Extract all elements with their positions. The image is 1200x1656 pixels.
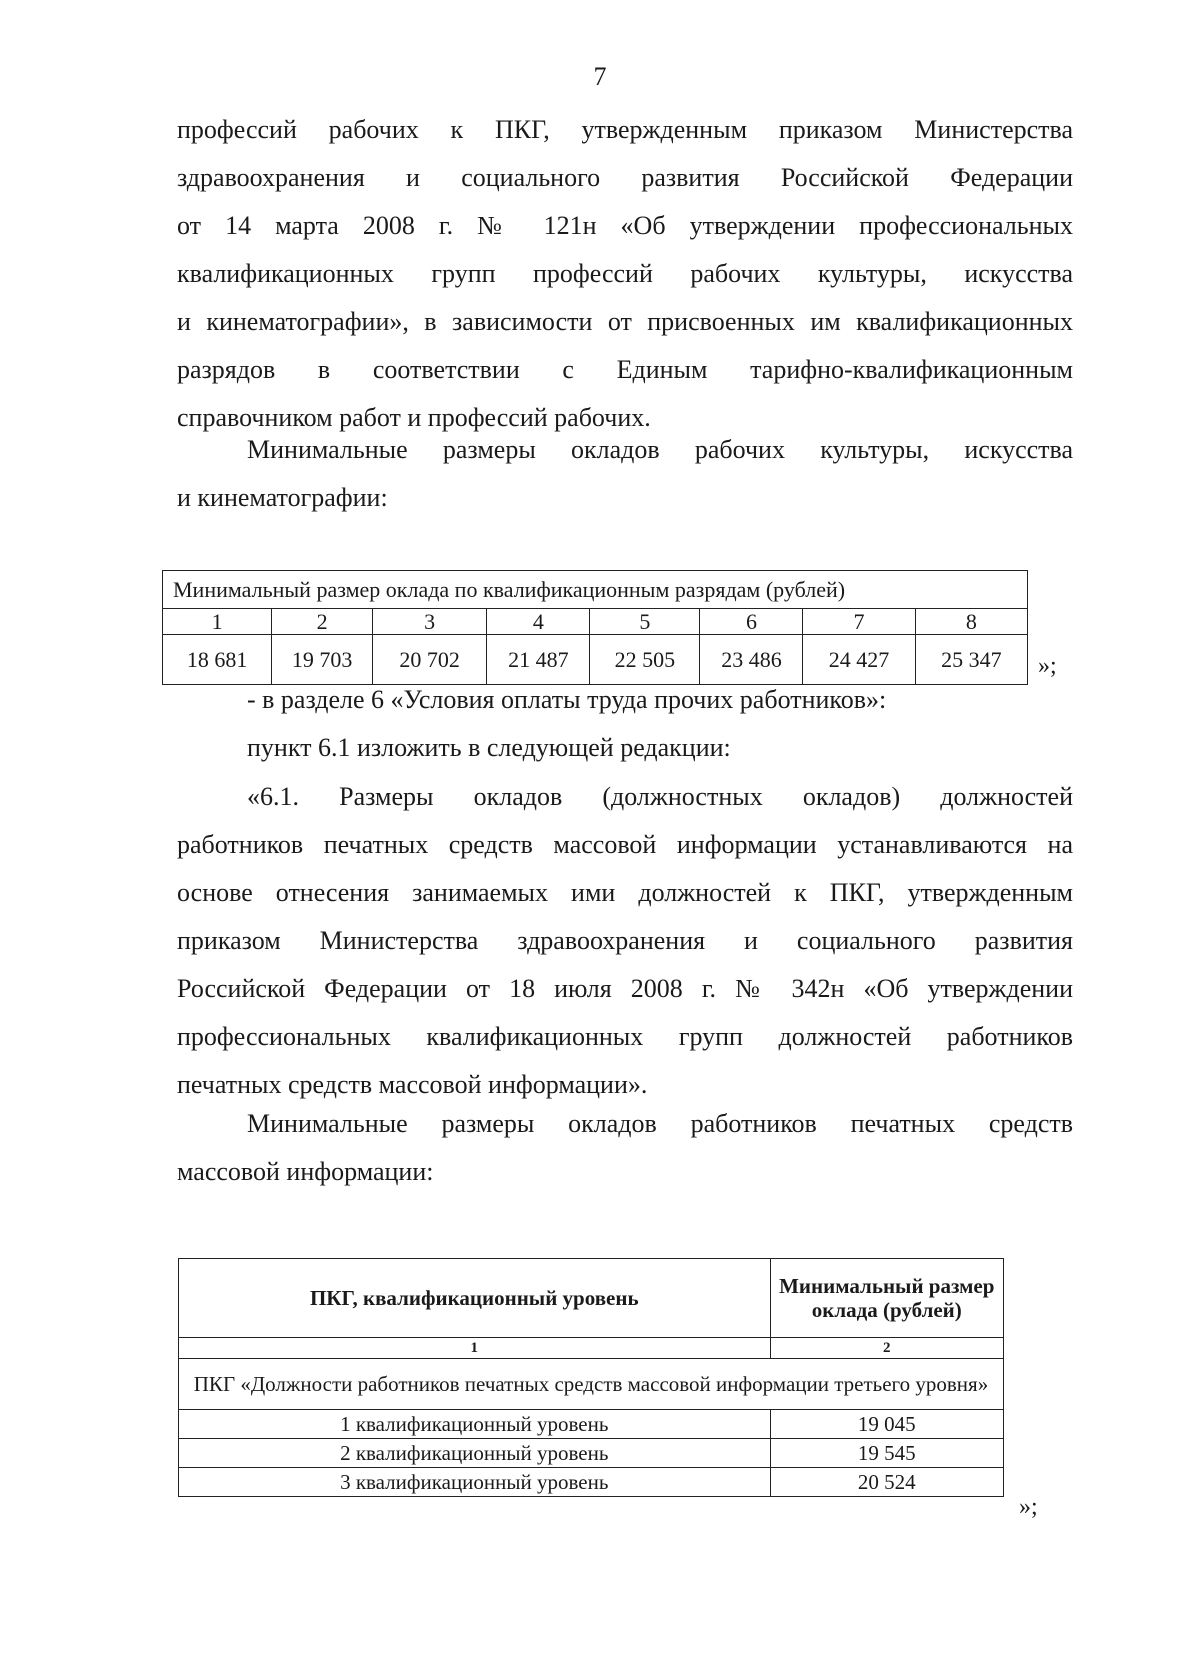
- salary-cell: 19 703: [272, 635, 373, 685]
- text-line: здравоохранения и социального развития Российской Федерации: [177, 163, 1073, 192]
- salary-cell: 23 486: [700, 635, 803, 685]
- group-row: ПКГ «Должности работников печатных средств массовой информации третьего уровня»: [179, 1359, 1004, 1410]
- text-line: массовой информации:: [177, 1157, 434, 1186]
- text-line: приказом Министерства здравоохранения и социального развития: [177, 926, 1073, 955]
- table-row: [179, 1468, 1004, 1497]
- text-line: профессиональных квалификационных групп должностей работников: [177, 1022, 1073, 1051]
- grade-cell: 8: [915, 609, 1027, 635]
- grade-cell: 3: [373, 609, 487, 635]
- salary-grades-table: [162, 570, 1028, 685]
- grade-cell: 4: [487, 609, 590, 635]
- table-header: Минимальный размер оклада по квалификационным разрядам (рублей): [163, 571, 1028, 609]
- grade-cell: 1: [163, 609, 272, 635]
- paragraph-2: [177, 426, 1073, 522]
- text-line: «6.1. Размеры окладов (должностных окладов) должностей: [247, 782, 1073, 811]
- point-line: пункт 6.1 изложить в следующей редакции:: [247, 733, 731, 762]
- text-line: справочником работ и профессий рабочих.: [177, 403, 651, 432]
- text-line: от 14 марта 2008 г. № 121н «Об утверждении профессиональных: [177, 211, 1073, 240]
- level-cell: 3 квалификационный уровень: [179, 1468, 771, 1497]
- salary-cell: 22 505: [590, 635, 700, 685]
- page-number: 7: [593, 62, 607, 91]
- salary-cell: 20 702: [373, 635, 487, 685]
- level-cell: 1 квалификационный уровень: [179, 1410, 771, 1439]
- level-cell: 2 квалификационный уровень: [179, 1439, 771, 1468]
- text-line: основе отнесения занимаемых ими должностей к ПКГ, утвержденным: [177, 878, 1073, 907]
- salary-cell: 18 681: [163, 635, 272, 685]
- grade-cell: 7: [803, 609, 915, 635]
- paragraph-1: [177, 106, 1073, 442]
- closing-quote: »;: [1038, 653, 1057, 679]
- text-line: профессий рабочих к ПКГ, утвержденным приказом Министерства: [177, 115, 1073, 144]
- salary-cell: 19 045: [770, 1410, 1003, 1439]
- column-header-salary: Минимальный размер оклада (рублей): [770, 1259, 1003, 1338]
- salary-cell: 25 347: [915, 635, 1027, 685]
- text-line: и кинематографии:: [177, 483, 388, 512]
- text-line: квалификационных групп профессий рабочих культуры, искусства: [177, 259, 1073, 288]
- column-number: 1: [179, 1338, 771, 1359]
- column-number: 2: [770, 1338, 1003, 1359]
- salary-cell: 24 427: [803, 635, 915, 685]
- table-row: [179, 1439, 1004, 1468]
- amendment-lines: [177, 676, 1073, 772]
- table-row: [179, 1410, 1004, 1439]
- grade-cell: 2: [272, 609, 373, 635]
- text-line: Российской Федерации от 18 июля 2008 г. № 342н «Об утверждении: [177, 974, 1073, 1003]
- section-line: - в разделе 6 «Условия оплаты труда прочих работников»:: [247, 685, 887, 714]
- salary-cell: 20 524: [770, 1468, 1003, 1497]
- text-line: и кинематографии», в зависимости от присвоенных им квалификационных: [177, 307, 1073, 336]
- print-media-salary-table: [178, 1258, 1004, 1497]
- text-line: печатных средств массовой информации».: [177, 1070, 648, 1099]
- salary-cell: 21 487: [487, 635, 590, 685]
- text-line: Минимальные размеры окладов работников печатных средств: [247, 1109, 1073, 1138]
- text-line: разрядов в соответствии с Единым тарифно-квалификационным: [177, 355, 1073, 384]
- paragraph-3: [177, 773, 1073, 1109]
- column-header-level: ПКГ, квалификационный уровень: [179, 1259, 771, 1338]
- text-line: Минимальные размеры окладов рабочих культуры, искусства: [247, 435, 1073, 464]
- closing-quote: »;: [1019, 1494, 1038, 1520]
- paragraph-4: [177, 1100, 1073, 1196]
- salary-cell: 19 545: [770, 1439, 1003, 1468]
- grade-cell: 6: [700, 609, 803, 635]
- grade-cell: 5: [590, 609, 700, 635]
- text-line: работников печатных средств массовой информации устанавливаются на: [177, 830, 1073, 859]
